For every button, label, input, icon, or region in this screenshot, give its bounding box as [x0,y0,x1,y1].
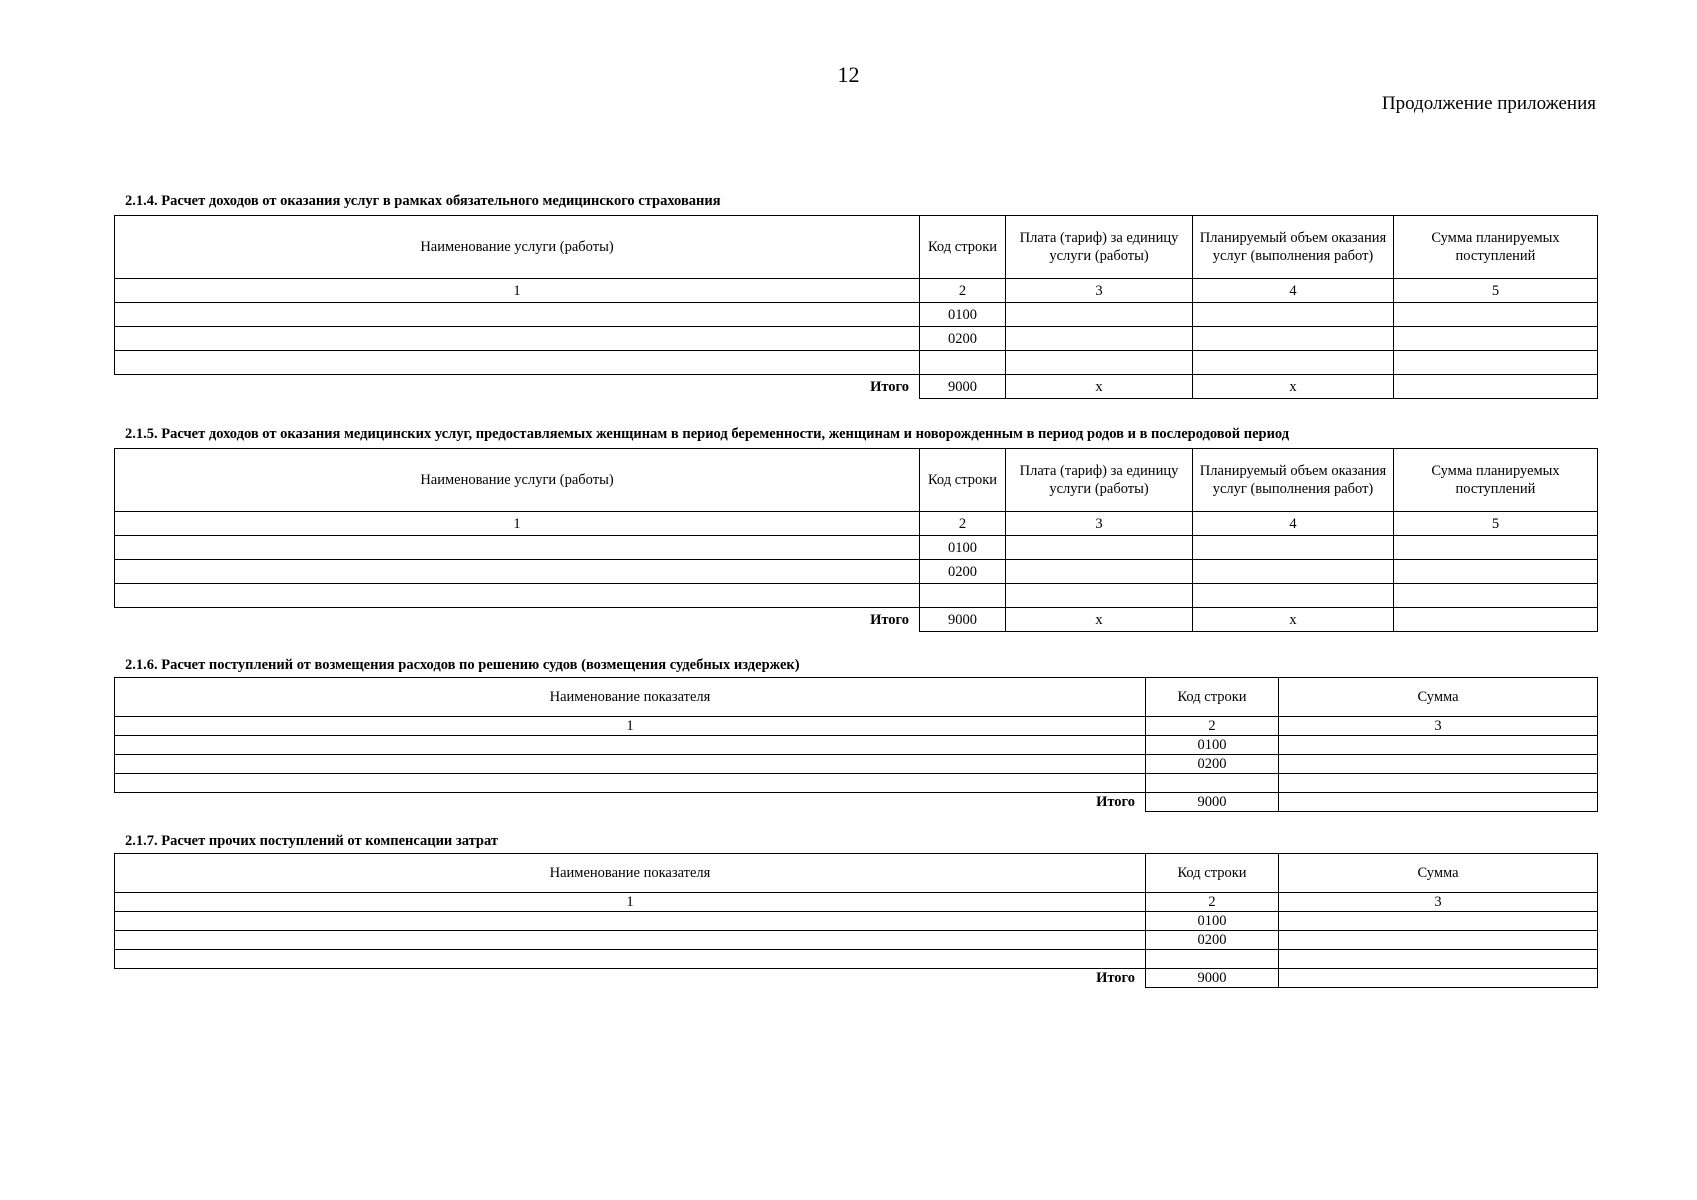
row-code-cell: 0100 [920,536,1006,560]
section-title: 2.1.7. Расчет прочих поступлений от компенсации затрат [125,833,498,849]
total-unit-price-cell: х [1006,375,1193,399]
planned-volume-cell[interactable] [1193,327,1394,351]
column-number: 3 [1279,893,1598,912]
service-name-cell[interactable] [115,351,920,375]
column-number: 3 [1006,279,1193,303]
header-planned-volume: Планируемый объем оказания услуг (выполнения работ) [1193,216,1394,279]
header-unit-price: Плата (тариф) за единицу услуги (работы) [1006,449,1193,512]
total-sum-cell[interactable] [1279,793,1598,812]
indicator-name-cell[interactable] [115,931,1146,950]
total-code-cell: 9000 [920,375,1006,399]
column-number: 4 [1193,512,1394,536]
planned-sum-cell[interactable] [1394,327,1598,351]
page-number: 12 [837,62,860,87]
header-sum: Сумма [1279,678,1598,717]
planned-sum-cell[interactable] [1394,303,1598,327]
row-code-cell: 0100 [920,303,1006,327]
table-row [115,303,1598,327]
total-planned-sum-cell[interactable] [1394,375,1598,399]
section-title: 2.1.6. Расчет поступлений от возмещения расходов по решению судов (возмещения судебных издержек) [125,657,800,673]
total-label: Итого [870,611,909,628]
income-table-mandatory-insurance [114,215,1598,399]
table-row [115,755,1598,774]
column-number: 4 [1193,279,1394,303]
court-reimbursement-table [114,677,1598,812]
total-unit-price-cell: х [1006,608,1193,632]
header-row [115,449,1598,512]
header-service-name: Наименование услуги (работы) [115,216,920,279]
sum-cell[interactable] [1279,774,1598,793]
table-row [115,736,1598,755]
indicator-name-cell[interactable] [115,774,1146,793]
planned-sum-cell[interactable] [1394,536,1598,560]
column-number: 1 [115,893,1146,912]
column-number-row [115,279,1598,303]
unit-price-cell[interactable] [1006,351,1193,375]
table-row [115,950,1598,969]
service-name-cell[interactable] [115,303,920,327]
row-code-cell: 0200 [920,560,1006,584]
unit-price-cell[interactable] [1006,303,1193,327]
column-number: 2 [1146,893,1279,912]
column-number: 3 [1279,717,1598,736]
table-row [115,931,1598,950]
header-sum: Сумма [1279,854,1598,893]
total-planned-sum-cell[interactable] [1394,608,1598,632]
header-planned-sum: Сумма планируемых поступлений [1394,216,1598,279]
header-row-code: Код строки [920,216,1006,279]
planned-volume-cell[interactable] [1193,560,1394,584]
column-number: 1 [115,512,920,536]
indicator-name-cell[interactable] [115,912,1146,931]
row-code-cell: 0100 [1146,912,1279,931]
column-number: 2 [920,512,1006,536]
sum-cell[interactable] [1279,755,1598,774]
indicator-name-cell[interactable] [115,755,1146,774]
table-row [115,774,1598,793]
total-code-cell: 9000 [920,608,1006,632]
service-name-cell[interactable] [115,584,920,608]
planned-sum-cell[interactable] [1394,351,1598,375]
total-planned-volume-cell: х [1193,375,1394,399]
header-unit-price: Плата (тариф) за единицу услуги (работы) [1006,216,1193,279]
column-number-row [115,893,1598,912]
indicator-name-cell[interactable] [115,950,1146,969]
header-row [115,854,1598,893]
column-number-row [115,717,1598,736]
header-indicator-name: Наименование показателя [115,854,1146,893]
header-service-name: Наименование услуги (работы) [115,449,920,512]
column-number: 5 [1394,279,1598,303]
header-row [115,216,1598,279]
row-code-cell: 0100 [1146,736,1279,755]
sum-cell[interactable] [1279,912,1598,931]
service-name-cell[interactable] [115,560,920,584]
planned-volume-cell[interactable] [1193,351,1394,375]
column-number: 2 [1146,717,1279,736]
column-number: 1 [115,279,920,303]
sum-cell[interactable] [1279,950,1598,969]
service-name-cell[interactable] [115,536,920,560]
section-title: 2.1.5. Расчет доходов от оказания медицинских услуг, предоставляемых женщинам в период беременности, женщинам и новорожденным в период родов и в послеродовой период [125,426,1290,442]
total-row [115,608,1598,632]
total-label: Итого [870,378,909,395]
sum-cell[interactable] [1279,931,1598,950]
planned-volume-cell[interactable] [1193,303,1394,327]
unit-price-cell[interactable] [1006,584,1193,608]
table-row [115,584,1598,608]
row-code-cell [1146,950,1279,969]
header-row [115,678,1598,717]
table-row [115,536,1598,560]
column-number: 2 [920,279,1006,303]
planned-volume-cell[interactable] [1193,584,1394,608]
sum-cell[interactable] [1279,736,1598,755]
appendix-continuation-note: Продолжение приложения [1381,93,1596,114]
table-row [115,560,1598,584]
table-row [115,912,1598,931]
column-number-row [115,512,1598,536]
total-row [115,375,1598,399]
total-row [115,969,1598,988]
unit-price-cell[interactable] [1006,560,1193,584]
row-code-cell: 0200 [920,327,1006,351]
total-label: Итого [1096,794,1135,811]
row-code-cell [1146,774,1279,793]
total-code-cell: 9000 [1146,969,1279,988]
header-row-code: Код строки [1146,854,1279,893]
header-planned-sum: Сумма планируемых поступлений [1394,449,1598,512]
total-sum-cell[interactable] [1279,969,1598,988]
total-row [115,793,1598,812]
row-code-cell: 0200 [1146,931,1279,950]
unit-price-cell[interactable] [1006,327,1193,351]
total-planned-volume-cell: х [1193,608,1394,632]
table-row [115,351,1598,375]
cost-compensation-table [114,853,1598,988]
total-code-cell: 9000 [1146,793,1279,812]
row-code-cell [920,351,1006,375]
planned-sum-cell[interactable] [1394,584,1598,608]
planned-sum-cell[interactable] [1394,560,1598,584]
column-number: 3 [1006,512,1193,536]
header-row-code: Код строки [1146,678,1279,717]
column-number: 5 [1394,512,1598,536]
total-label: Итого [1096,970,1135,987]
table-row [115,327,1598,351]
unit-price-cell[interactable] [1006,536,1193,560]
section-title: 2.1.4. Расчет доходов от оказания услуг в рамках обязательного медицинского страхования [125,193,721,209]
indicator-name-cell[interactable] [115,736,1146,755]
header-row-code: Код строки [920,449,1006,512]
column-number: 1 [115,717,1146,736]
header-planned-volume: Планируемый объем оказания услуг (выполнения работ) [1193,449,1394,512]
planned-volume-cell[interactable] [1193,536,1394,560]
service-name-cell[interactable] [115,327,920,351]
income-table-maternity-services [114,448,1598,632]
row-code-cell [920,584,1006,608]
header-indicator-name: Наименование показателя [115,678,1146,717]
row-code-cell: 0200 [1146,755,1279,774]
